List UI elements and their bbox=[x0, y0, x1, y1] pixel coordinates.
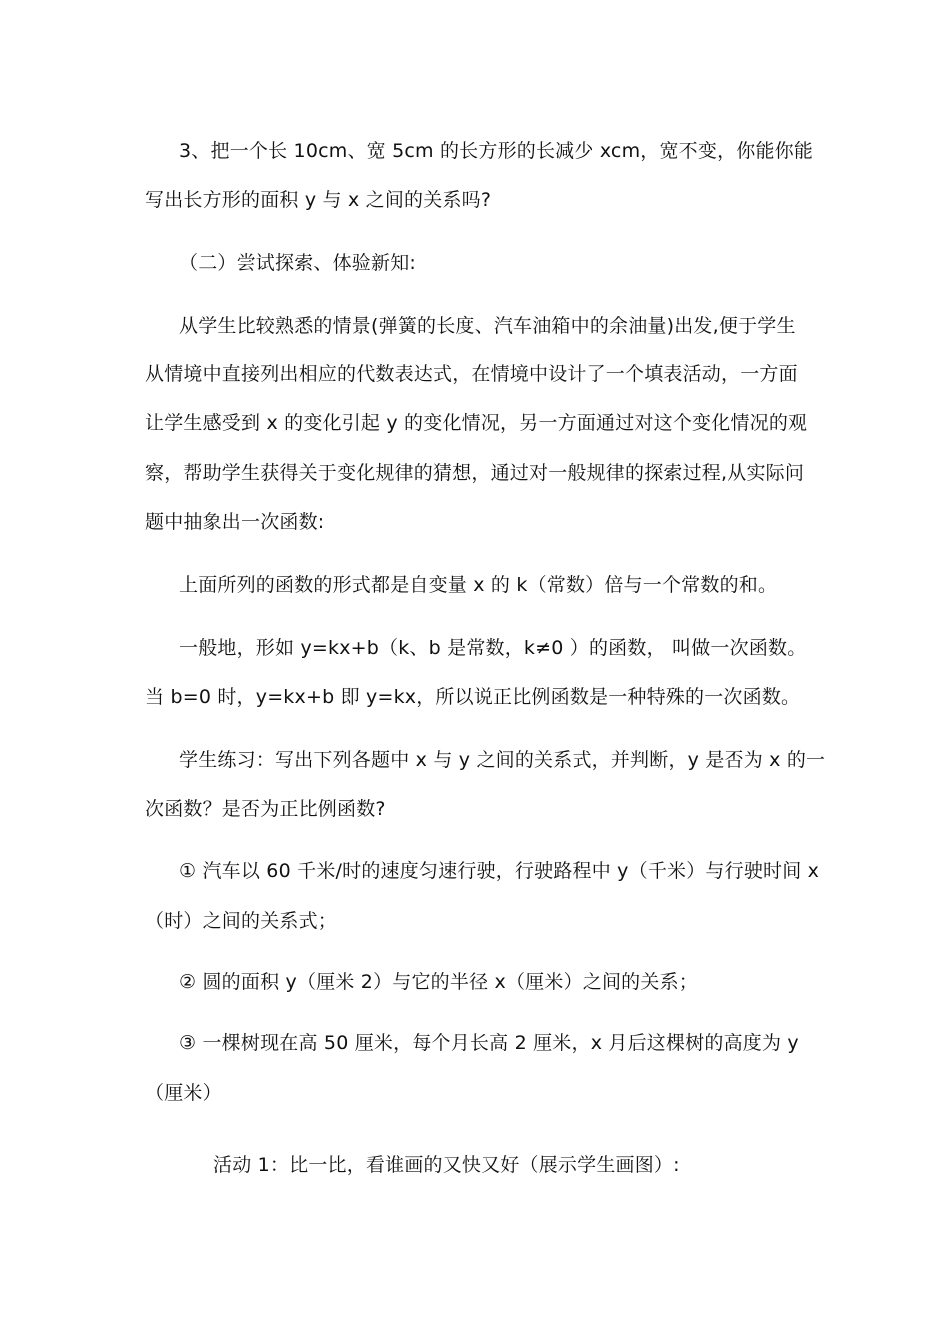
exercise-item-1: （时）之间的关系式； bbox=[145, 910, 338, 932]
text-line: 上面所列的函数的形式都是自变量 x 的 k（常数）倍与一个常数的和。 bbox=[179, 574, 778, 596]
text-line: 从学生比较熟悉的情景(弹簧的长度、汽车油箱中的余油量)出发,便于学生 bbox=[179, 315, 796, 337]
text-line: 3、把一个长 10cm、宽 5cm 的长方形的长减少 xcm，宽不变，你能你能 bbox=[179, 140, 814, 162]
activity-heading: 活动 1：比一比，看谁画的又快又好（展示学生画图）: bbox=[213, 1154, 680, 1176]
definition-line: 一般地，形如 y=kx+b（k、b 是常数，k≠0 ）的函数， 叫做一次函数。 bbox=[179, 637, 807, 659]
text-line: 题中抽象出一次函数: bbox=[145, 511, 325, 533]
exercise-intro: 学生练习：写出下列各题中 x 与 y 之间的关系式，并判断，y 是否为 x 的一 bbox=[179, 749, 826, 771]
exercise-item-3: （厘米） bbox=[145, 1082, 222, 1104]
exercise-item-1: ① 汽车以 60 千米/时的速度匀速行驶，行驶路程中 y（千米）与行驶时间 x bbox=[179, 860, 820, 882]
exercise-item-2: ② 圆的面积 y（厘米 2）与它的半径 x（厘米）之间的关系； bbox=[179, 971, 698, 993]
section-heading: （二）尝试探索、体验新知: bbox=[179, 252, 417, 274]
text-line: 让学生感受到 x 的变化引起 y 的变化情况，另一方面通过对这个变化情况的观 bbox=[145, 412, 808, 434]
exercise-intro: 次函数？是否为正比例函数? bbox=[145, 798, 386, 820]
exercise-item-3: ③ 一棵树现在高 50 厘米，每个月长高 2 厘米，x 月后这棵树的高度为 y bbox=[179, 1032, 799, 1054]
text-line: 写出长方形的面积 y 与 x 之间的关系吗? bbox=[145, 189, 492, 211]
text-line: 察，帮助学生获得关于变化规律的猜想，通过对一般规律的探索过程,从实际问 bbox=[145, 462, 805, 484]
text-line: 从情境中直接列出相应的代数表达式，在情境中设计了一个填表活动，一方面 bbox=[145, 363, 798, 385]
definition-line: 当 b=0 时，y=kx+b 即 y=kx，所以说正比例函数是一种特殊的一次函数。 bbox=[145, 686, 801, 708]
